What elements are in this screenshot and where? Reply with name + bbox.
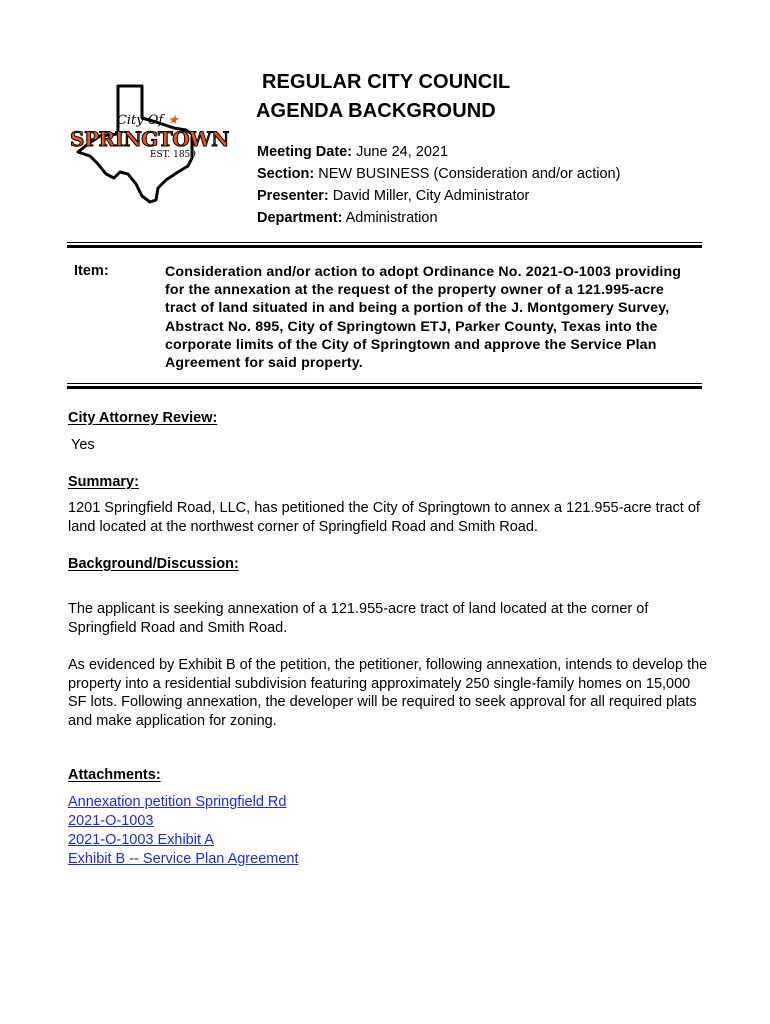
section-row — [257, 163, 620, 185]
presenter-value: David Miller, City Administrator — [332, 188, 530, 204]
attachment-link-exhibit-b[interactable]: Exhibit B -- Service Plan Agreement — [68, 851, 299, 867]
summary-heading: Summary: — [68, 474, 139, 490]
attachment-link-exhibit-a[interactable]: 2021-O-1003 Exhibit A — [68, 832, 214, 848]
meeting-date-value: June 24, 2021 — [356, 144, 449, 160]
attachments-heading: Attachments: — [68, 767, 161, 783]
summary-text: 1201 Springfield Road, LLC, has petitioned the City of Springtown to annex a 121.955-acre tract of land located at the northwest corner of Springfield Road and Smith Road. — [68, 500, 700, 535]
divider-bottom — [67, 383, 702, 389]
city-logo — [70, 84, 229, 206]
department-row — [257, 207, 620, 229]
background-heading: Background/Discussion: — [68, 556, 239, 572]
background-paragraph-1: The applicant is seeking annexation of a 121.955-acre tract of land located at the corner of Springfield Road and Smith Road. — [68, 601, 649, 636]
star-icon: ★ — [167, 113, 180, 128]
section-label: Section: — [257, 166, 315, 182]
logo-established: EST. 1859 — [149, 150, 197, 160]
department-label: Department: — [257, 210, 343, 226]
attorney-review-heading: City Attorney Review: — [68, 410, 218, 426]
attachment-link-ordinance[interactable]: 2021-O-1003 — [68, 813, 154, 829]
meeting-date-label: Meeting Date: — [257, 144, 353, 160]
page-title — [256, 68, 510, 126]
department-value: Administration — [345, 210, 438, 226]
meeting-date-row — [257, 141, 620, 163]
presenter-label: Presenter: — [257, 188, 329, 204]
background-paragraph-2: As evidenced by Exhibit B of the petition, the petitioner, following annexation, intends to develop the property into a residential subdivision featuring approximately 250 single-family homes on 15,000 SF lots. Following annexation, the developer will be required to seek approval for all required plats and make application for zoning. — [68, 657, 708, 729]
meeting-meta — [257, 141, 620, 229]
title-line-1: REGULAR CITY COUNCIL — [262, 71, 511, 93]
item-description: Consideration and/or action to adopt Ordinance No. 2021-O-1003 providing for the annexation at the request of the property owner of a 121.995-acre tract of land situated in and being a portion of the J. Montgomery Survey, Abstract No. 895, City of Springtown ETJ, Parker County, Texas into the corporate limits of the City of Springtown and approve the Service Plan Agreement for said property. — [165, 264, 682, 372]
logo-city-name: SPRINGTOWN — [70, 127, 229, 151]
attorney-review-value: Yes — [71, 437, 95, 453]
presenter-row — [257, 185, 620, 207]
logo-city-of: City Of — [116, 113, 164, 128]
attachments-list — [68, 793, 299, 869]
divider-top — [67, 242, 702, 248]
logo-text-block — [70, 113, 229, 161]
attachment-link-annexation-petition[interactable]: Annexation petition Springfield Rd — [68, 794, 287, 810]
item-label: Item: — [74, 263, 109, 279]
section-value: NEW BUSINESS (Consideration and/or action) — [318, 166, 621, 182]
title-line-2: AGENDA BACKGROUND — [256, 100, 496, 122]
